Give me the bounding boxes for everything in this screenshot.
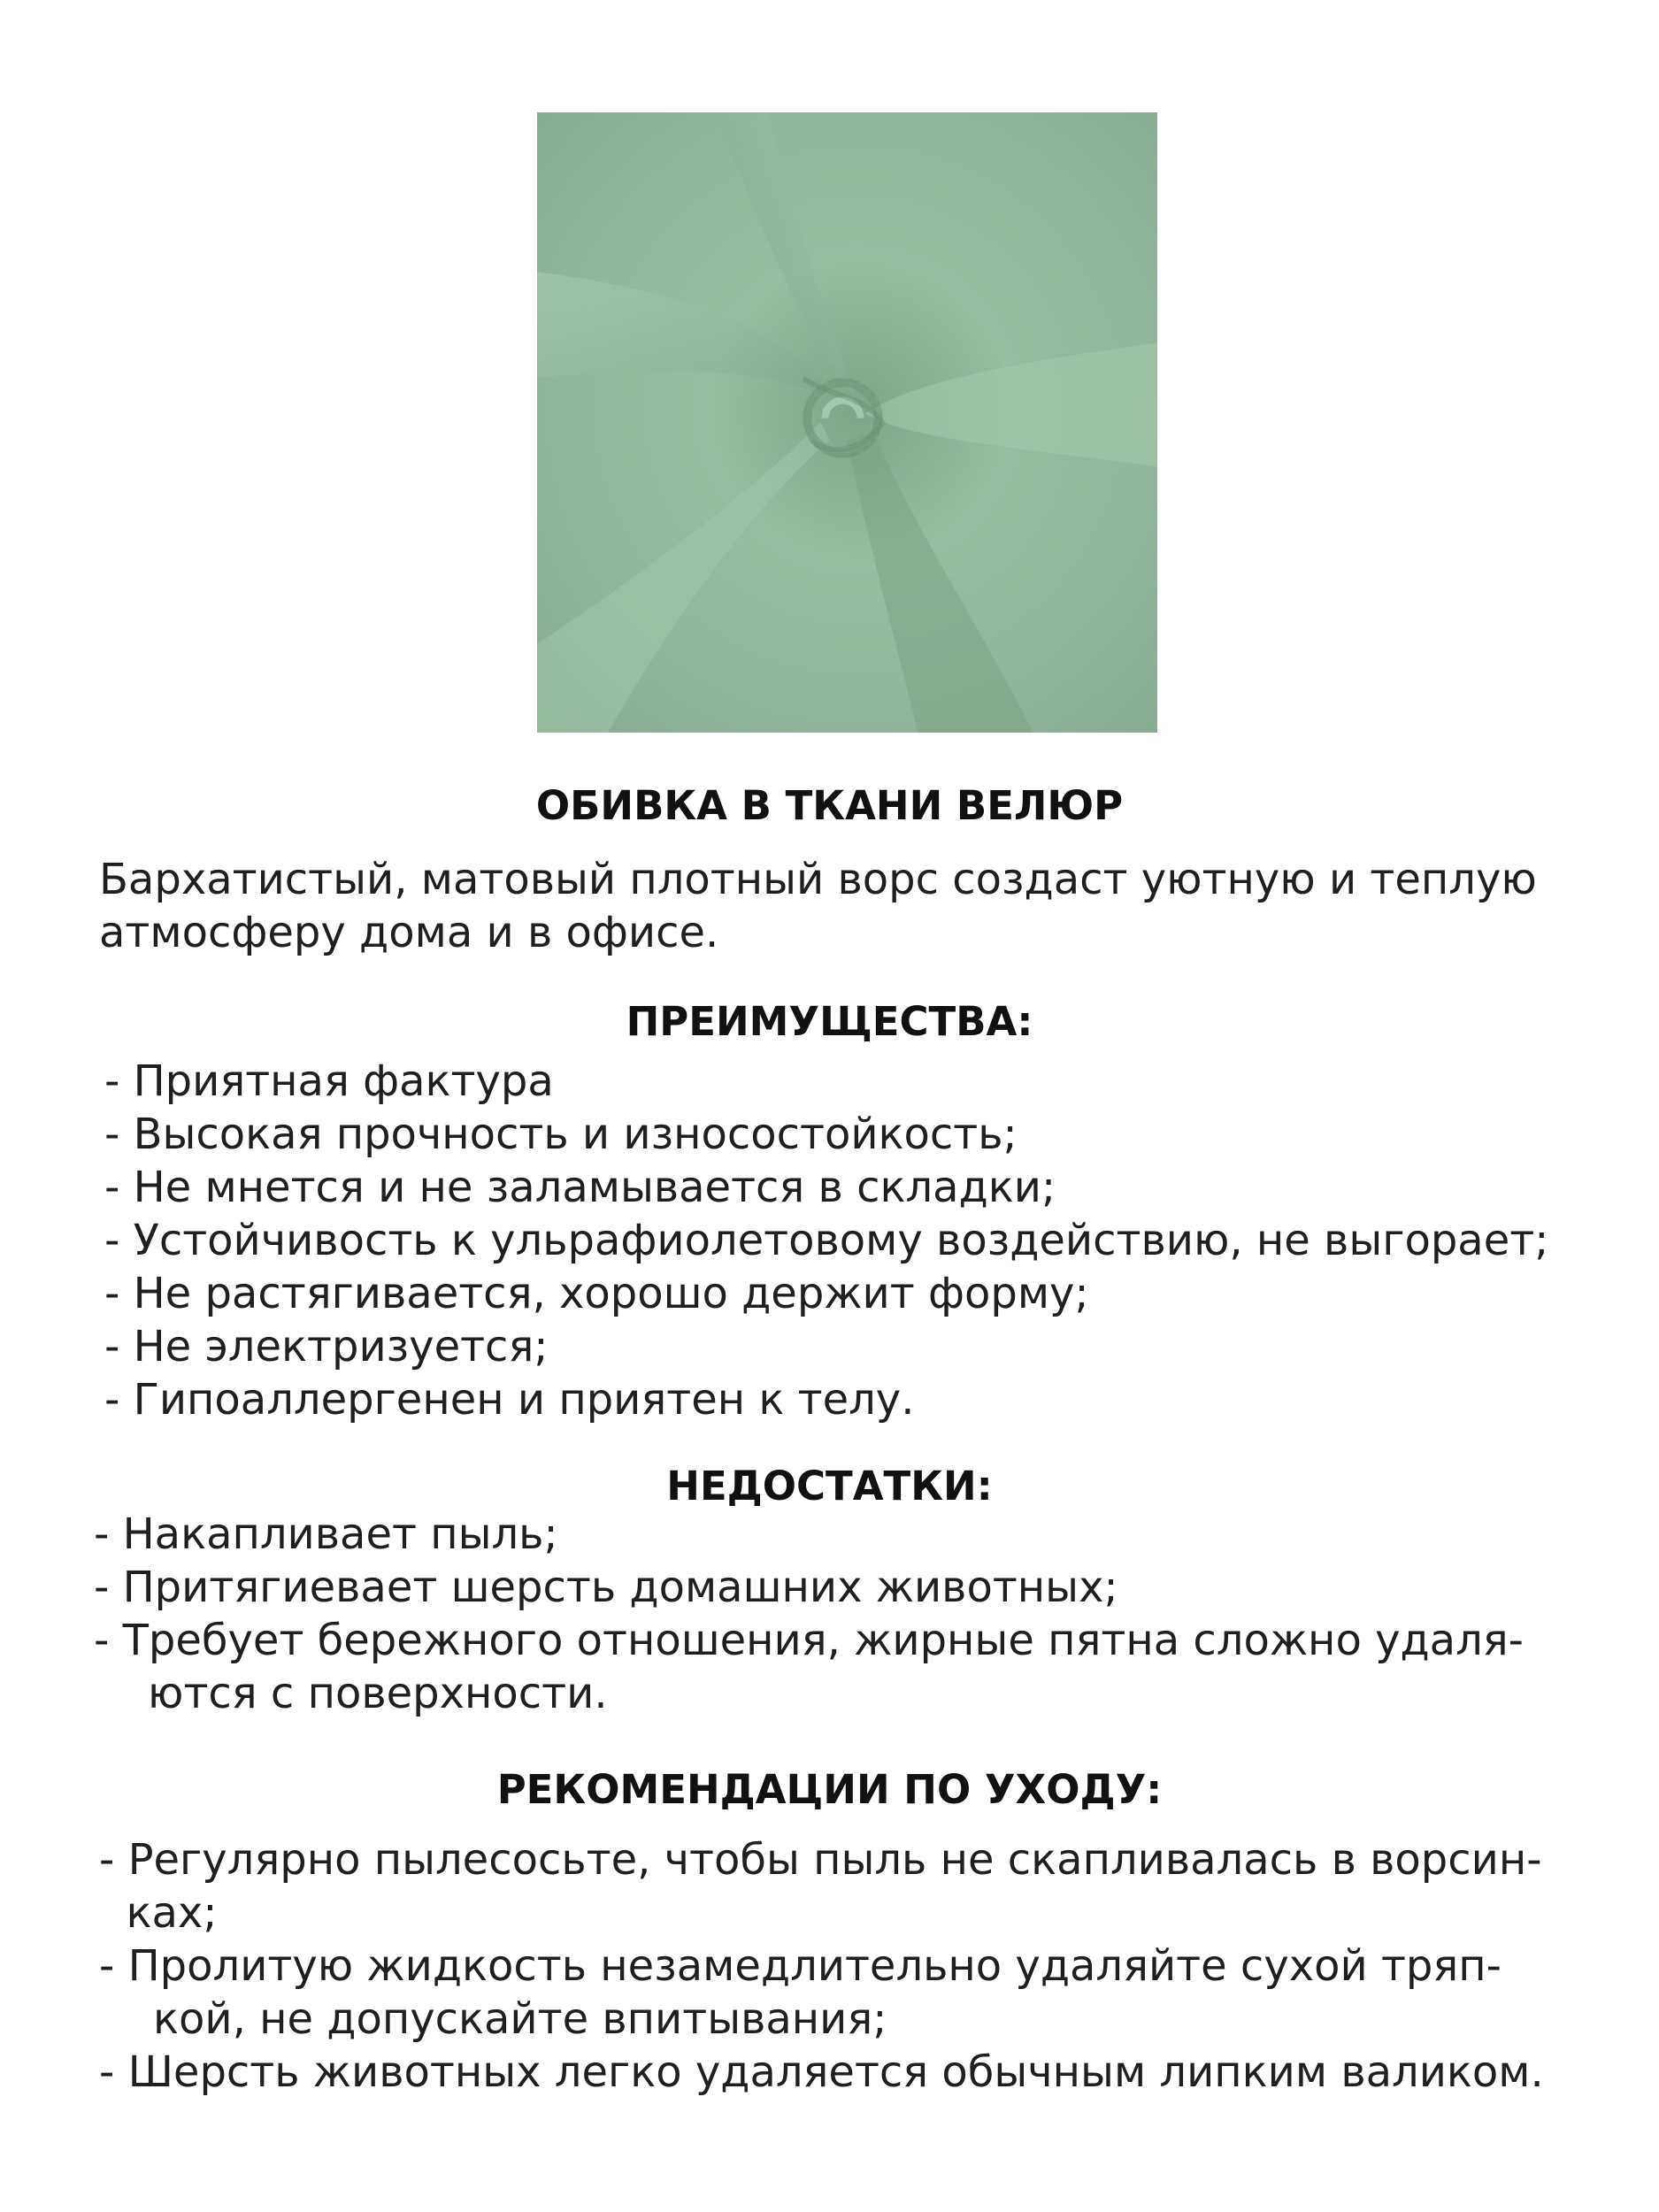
list-item: кой, не допускайте впитывания; <box>99 1994 887 2044</box>
upholstery-title: ОБИВКА В ТКАНИ ВЕЛЮР <box>535 782 1124 829</box>
care-title: РЕКОМЕНДАЦИИ ПО УХОДУ: <box>496 1766 1163 1813</box>
care-list <box>99 1833 1544 2099</box>
list-item: - Не растягивается, хорошо держит форму; <box>104 1269 1089 1318</box>
fabric-swatch-image <box>537 112 1157 733</box>
fabric-swirl-icon <box>537 112 1157 733</box>
list-item: - Приятная фактура <box>104 1056 554 1106</box>
list-item: - Шерсть животных легко удаляется обычным липким валиком. <box>99 2047 1544 2097</box>
list-item: - Притягиевает шерсть домашних животных; <box>94 1563 1118 1612</box>
list-item: - Не электризуется; <box>104 1322 549 1371</box>
description-line-1: Бархатистый, матовый плотный ворс создаст уютную и теплую <box>99 855 1537 904</box>
list-item: ках; <box>99 1888 218 1938</box>
list-item: - Накапливает пыль; <box>94 1509 558 1559</box>
upholstery-description <box>99 853 1603 959</box>
list-item: ются с поверхности. <box>94 1669 608 1718</box>
list-item: - Гипоаллергенен и приятен к телу. <box>104 1375 915 1425</box>
description-line-2: атмосферу дома и в офисе. <box>99 908 719 957</box>
disadvantages-list <box>94 1508 1524 1720</box>
disadvantages-title: НЕДОСТАТКИ: <box>666 1463 993 1509</box>
list-item: - Пролитую жидкость незамедлительно удаляйте сухой тряп- <box>99 1941 1502 1991</box>
list-item: - Регулярно пылесосьте, чтобы пыль не скапливалась в ворсин- <box>99 1835 1542 1885</box>
list-item: - Высокая прочность и износостойкость; <box>104 1110 1018 1159</box>
advantages-title: ПРЕИМУЩЕСТВА: <box>626 998 1033 1045</box>
list-item: - Требует бережного отношения, жирные пятна сложно удаля- <box>94 1616 1524 1665</box>
list-item: - Не мнется и не заламывается в складки; <box>104 1163 1056 1212</box>
advantages-list <box>104 1055 1548 1426</box>
list-item: - Устойчивость к ульрафиолетовому воздействию, не выгорает; <box>104 1216 1549 1265</box>
